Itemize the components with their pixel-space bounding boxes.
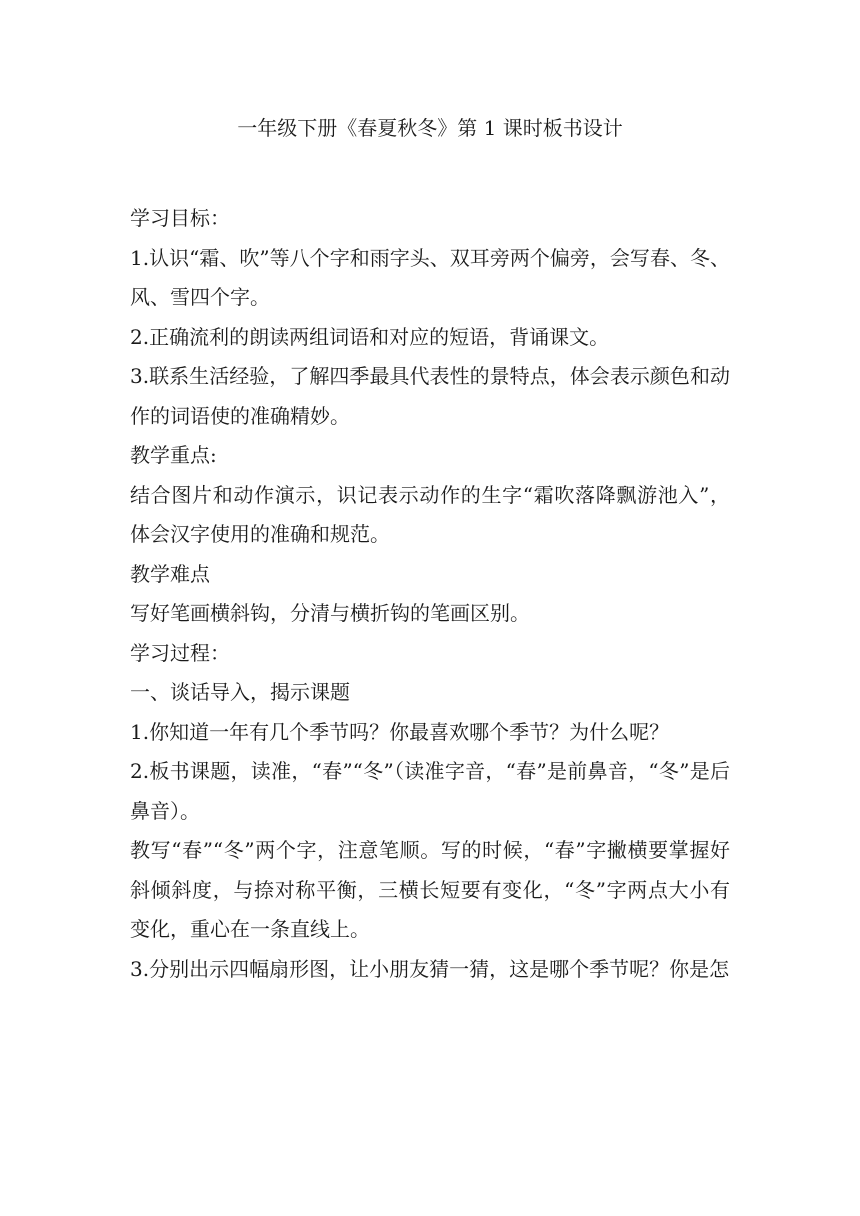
paragraph-key-points: 结合图片和动作演示，识记表示动作的生字“霜吹落降飘游池入”，体会汉字使用的准确和规范。 xyxy=(130,482,730,546)
paragraph-step-3: 3.分别出示四幅扇形图，让小朋友猜一猜，这是哪个季节呢？你是怎 xyxy=(130,956,730,981)
paragraph-process-heading: 学习过程： xyxy=(130,640,230,665)
document-body xyxy=(130,199,730,989)
paragraph-step-2: 2.板书课题，读准，“春”“冬”（读准字音，“春”是前鼻音，“冬”是后鼻音）。 xyxy=(130,759,730,823)
paragraph-step-1: 1.你知道一年有几个季节吗？你最喜欢哪个季节？为什么呢？ xyxy=(130,719,670,744)
paragraph-learning-goals-heading: 学习目标： xyxy=(130,206,230,230)
paragraph-writing-guide: 教写“春”“冬”两个字，注意笔顺。写的时候，“春”字撇横要掌握好斜倾斜度，与捺对称平衡，三横长短要有变化，“冬”字两点大小有变化，重心在一条直线上。 xyxy=(130,838,730,941)
paragraph-key-points-heading: 教学重点: xyxy=(130,443,217,467)
paragraph-goal-3: 3.联系生活经验，了解四季最具代表性的景特点，体会表示颜色和动作的词语使的准确精妙。 xyxy=(130,364,730,428)
document-title: 一年级下册《春夏秋冬》第 1 课时板书设计 xyxy=(237,116,623,140)
paragraph-section-1-heading: 一、谈话导入，揭示课题 xyxy=(130,680,350,704)
paragraph-goal-2: 2.正确流利的朗读两组词语和对应的短语，背诵课文。 xyxy=(130,324,610,349)
paragraph-goal-1: 1.认识“霜、吹”等八个字和雨字头、双耳旁两个偏旁，会写春、冬、风、雪四个字。 xyxy=(130,245,730,309)
paragraph-difficulty-heading: 教学难点 xyxy=(130,561,210,586)
paragraph-difficulty: 写好笔画横斜钩，分清与横折钩的笔画区别。 xyxy=(130,601,530,625)
